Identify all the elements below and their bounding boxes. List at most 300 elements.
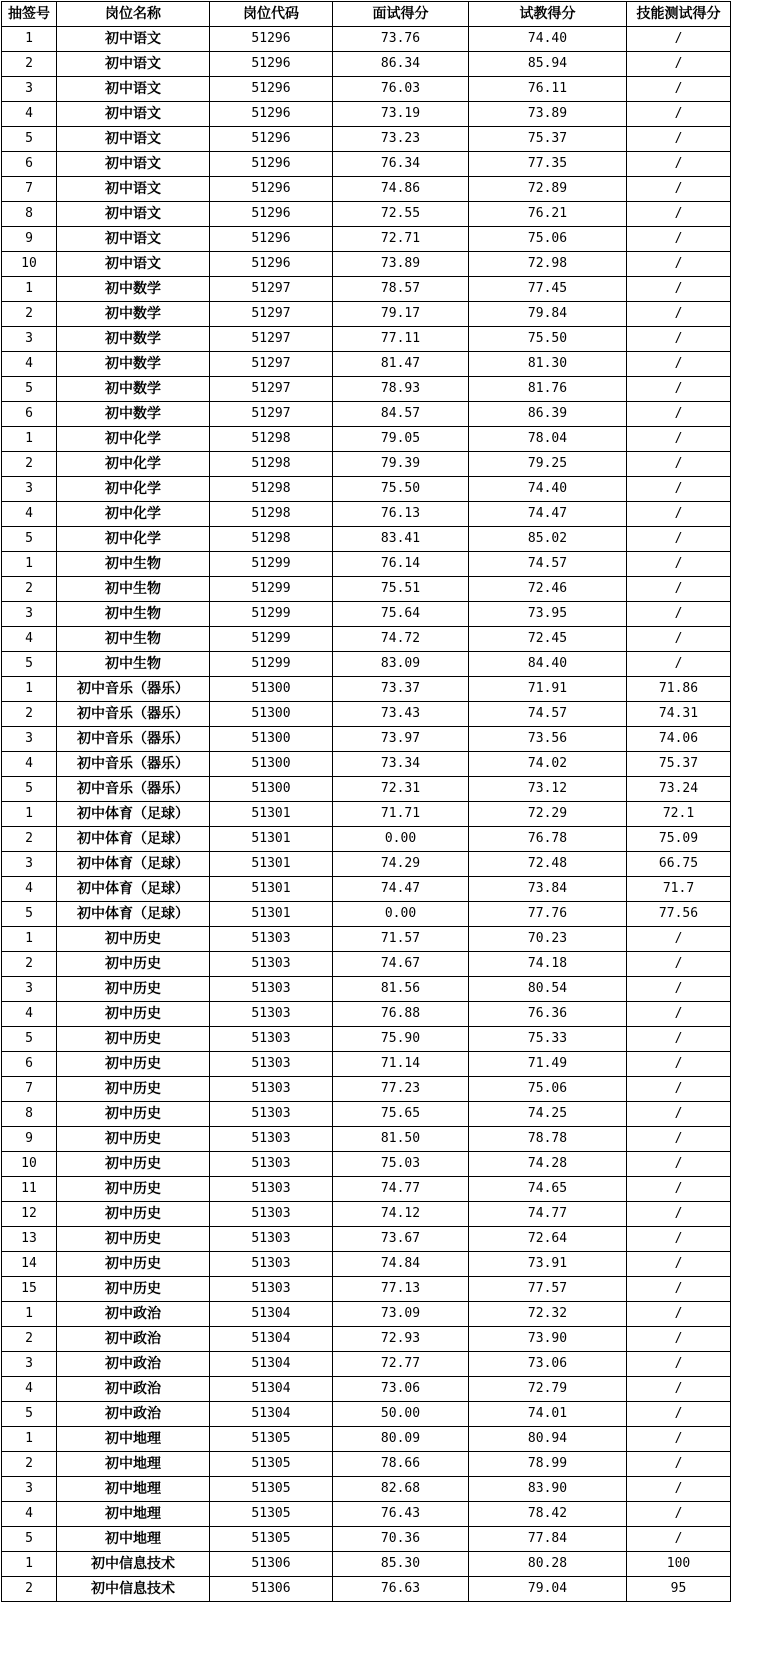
- position-name-cell: 初中体育（足球）: [57, 852, 210, 877]
- position-name-cell: 初中历史: [57, 1002, 210, 1027]
- teaching-score-cell: 79.04: [469, 1577, 627, 1602]
- position-name-cell: 初中历史: [57, 1177, 210, 1202]
- interview-score-cell: 50.00: [333, 1402, 469, 1427]
- position-name-cell: 初中信息技术: [57, 1552, 210, 1577]
- draw-number-cell: 6: [2, 1052, 57, 1077]
- skill-test-score-cell: /: [627, 1127, 731, 1152]
- interview-score-cell: 84.57: [333, 402, 469, 427]
- interview-score-cell: 73.67: [333, 1227, 469, 1252]
- position-name-cell: 初中数学: [57, 302, 210, 327]
- position-code-cell: 51304: [210, 1302, 333, 1327]
- skill-test-score-cell: /: [627, 1502, 731, 1527]
- teaching-score-cell: 71.91: [469, 677, 627, 702]
- skill-test-score-cell: 77.56: [627, 902, 731, 927]
- draw-number-cell: 2: [2, 702, 57, 727]
- position-name-cell: 初中化学: [57, 502, 210, 527]
- table-row: [2, 852, 731, 877]
- position-code-cell: 51296: [210, 202, 333, 227]
- skill-test-score-cell: /: [627, 1202, 731, 1227]
- position-name-cell: 初中数学: [57, 352, 210, 377]
- teaching-score-cell: 74.01: [469, 1402, 627, 1427]
- position-code-cell: 51299: [210, 652, 333, 677]
- position-code-cell: 51303: [210, 952, 333, 977]
- skill-test-score-cell: /: [627, 952, 731, 977]
- draw-number-cell: 5: [2, 1027, 57, 1052]
- table-row: [2, 477, 731, 502]
- position-code-cell: 51298: [210, 427, 333, 452]
- interview-score-cell: 73.19: [333, 102, 469, 127]
- header-skill-test-score: 技能测试得分: [627, 2, 731, 27]
- position-name-cell: 初中音乐（器乐）: [57, 727, 210, 752]
- position-code-cell: 51298: [210, 527, 333, 552]
- position-name-cell: 初中数学: [57, 402, 210, 427]
- position-code-cell: 51299: [210, 627, 333, 652]
- interview-score-cell: 76.88: [333, 1002, 469, 1027]
- table-row: [2, 452, 731, 477]
- interview-score-cell: 74.72: [333, 627, 469, 652]
- teaching-score-cell: 85.94: [469, 52, 627, 77]
- interview-score-cell: 73.76: [333, 27, 469, 52]
- position-name-cell: 初中政治: [57, 1377, 210, 1402]
- skill-test-score-cell: /: [627, 102, 731, 127]
- position-name-cell: 初中政治: [57, 1402, 210, 1427]
- interview-score-cell: 75.65: [333, 1102, 469, 1127]
- teaching-score-cell: 83.90: [469, 1477, 627, 1502]
- draw-number-cell: 3: [2, 977, 57, 1002]
- interview-score-cell: 75.51: [333, 577, 469, 602]
- interview-score-cell: 78.93: [333, 377, 469, 402]
- teaching-score-cell: 78.78: [469, 1127, 627, 1152]
- table-row: [2, 1102, 731, 1127]
- table-row: [2, 627, 731, 652]
- skill-test-score-cell: /: [627, 1102, 731, 1127]
- interview-score-cell: 79.39: [333, 452, 469, 477]
- draw-number-cell: 4: [2, 102, 57, 127]
- table-row: [2, 1277, 731, 1302]
- interview-score-cell: 73.34: [333, 752, 469, 777]
- draw-number-cell: 4: [2, 352, 57, 377]
- position-code-cell: 51305: [210, 1527, 333, 1552]
- skill-test-score-cell: 75.37: [627, 752, 731, 777]
- position-name-cell: 初中历史: [57, 1027, 210, 1052]
- position-name-cell: 初中地理: [57, 1452, 210, 1477]
- interview-score-cell: 73.06: [333, 1377, 469, 1402]
- position-code-cell: 51298: [210, 477, 333, 502]
- position-code-cell: 51304: [210, 1352, 333, 1377]
- skill-test-score-cell: /: [627, 527, 731, 552]
- teaching-score-cell: 79.84: [469, 302, 627, 327]
- skill-test-score-cell: 72.1: [627, 802, 731, 827]
- skill-test-score-cell: /: [627, 1352, 731, 1377]
- table-row: [2, 77, 731, 102]
- position-code-cell: 51297: [210, 277, 333, 302]
- draw-number-cell: 9: [2, 227, 57, 252]
- teaching-score-cell: 74.40: [469, 477, 627, 502]
- header-teaching-score: 试教得分: [469, 2, 627, 27]
- table-row: [2, 1527, 731, 1552]
- teaching-score-cell: 76.78: [469, 827, 627, 852]
- draw-number-cell: 3: [2, 852, 57, 877]
- interview-score-cell: 76.34: [333, 152, 469, 177]
- draw-number-cell: 5: [2, 1402, 57, 1427]
- draw-number-cell: 4: [2, 1002, 57, 1027]
- table-row: [2, 1427, 731, 1452]
- position-code-cell: 51296: [210, 152, 333, 177]
- interview-score-cell: 74.67: [333, 952, 469, 977]
- draw-number-cell: 10: [2, 1152, 57, 1177]
- interview-score-cell: 76.43: [333, 1502, 469, 1527]
- position-code-cell: 51297: [210, 302, 333, 327]
- skill-test-score-cell: /: [627, 1277, 731, 1302]
- position-code-cell: 51303: [210, 1202, 333, 1227]
- table-row: [2, 1452, 731, 1477]
- skill-test-score-cell: /: [627, 27, 731, 52]
- skill-test-score-cell: /: [627, 1002, 731, 1027]
- teaching-score-cell: 79.25: [469, 452, 627, 477]
- teaching-score-cell: 81.76: [469, 377, 627, 402]
- interview-score-cell: 78.57: [333, 277, 469, 302]
- position-name-cell: 初中地理: [57, 1502, 210, 1527]
- interview-score-cell: 73.23: [333, 127, 469, 152]
- skill-test-score-cell: /: [627, 1152, 731, 1177]
- table-row: [2, 1002, 731, 1027]
- skill-test-score-cell: /: [627, 52, 731, 77]
- position-code-cell: 51305: [210, 1502, 333, 1527]
- position-code-cell: 51306: [210, 1552, 333, 1577]
- position-code-cell: 51296: [210, 77, 333, 102]
- position-name-cell: 初中化学: [57, 427, 210, 452]
- teaching-score-cell: 73.84: [469, 877, 627, 902]
- table-row: [2, 727, 731, 752]
- interview-score-cell: 81.47: [333, 352, 469, 377]
- skill-test-score-cell: /: [627, 1052, 731, 1077]
- teaching-score-cell: 73.90: [469, 1327, 627, 1352]
- interview-score-cell: 76.14: [333, 552, 469, 577]
- table-row: [2, 602, 731, 627]
- teaching-score-cell: 84.40: [469, 652, 627, 677]
- skill-test-score-cell: 71.7: [627, 877, 731, 902]
- header-position-name: 岗位名称: [57, 2, 210, 27]
- position-code-cell: 51303: [210, 1252, 333, 1277]
- teaching-score-cell: 73.91: [469, 1252, 627, 1277]
- table-row: [2, 877, 731, 902]
- position-code-cell: 51297: [210, 377, 333, 402]
- skill-test-score-cell: /: [627, 452, 731, 477]
- header-position-code: 岗位代码: [210, 2, 333, 27]
- skill-test-score-cell: 71.86: [627, 677, 731, 702]
- teaching-score-cell: 72.98: [469, 252, 627, 277]
- skill-test-score-cell: 100: [627, 1552, 731, 1577]
- table-row: [2, 327, 731, 352]
- draw-number-cell: 3: [2, 77, 57, 102]
- position-name-cell: 初中历史: [57, 1202, 210, 1227]
- position-code-cell: 51300: [210, 777, 333, 802]
- position-code-cell: 51304: [210, 1377, 333, 1402]
- interview-score-cell: 81.56: [333, 977, 469, 1002]
- skill-test-score-cell: /: [627, 202, 731, 227]
- position-name-cell: 初中体育（足球）: [57, 877, 210, 902]
- teaching-score-cell: 76.21: [469, 202, 627, 227]
- teaching-score-cell: 73.95: [469, 602, 627, 627]
- teaching-score-cell: 75.50: [469, 327, 627, 352]
- position-code-cell: 51298: [210, 452, 333, 477]
- skill-test-score-cell: /: [627, 1327, 731, 1352]
- interview-score-cell: 73.09: [333, 1302, 469, 1327]
- interview-score-cell: 71.71: [333, 802, 469, 827]
- draw-number-cell: 9: [2, 1127, 57, 1152]
- position-name-cell: 初中语文: [57, 152, 210, 177]
- teaching-score-cell: 70.23: [469, 927, 627, 952]
- draw-number-cell: 1: [2, 427, 57, 452]
- draw-number-cell: 5: [2, 777, 57, 802]
- skill-test-score-cell: /: [627, 552, 731, 577]
- skill-test-score-cell: /: [627, 127, 731, 152]
- table-row: [2, 427, 731, 452]
- position-name-cell: 初中音乐（器乐）: [57, 777, 210, 802]
- interview-score-cell: 77.13: [333, 1277, 469, 1302]
- position-name-cell: 初中语文: [57, 202, 210, 227]
- skill-test-score-cell: /: [627, 277, 731, 302]
- position-name-cell: 初中化学: [57, 527, 210, 552]
- table-row: [2, 527, 731, 552]
- skill-test-score-cell: /: [627, 152, 731, 177]
- interview-score-cell: 77.11: [333, 327, 469, 352]
- position-code-cell: 51303: [210, 1002, 333, 1027]
- position-code-cell: 51306: [210, 1577, 333, 1602]
- table-row: [2, 1202, 731, 1227]
- skill-test-score-cell: /: [627, 652, 731, 677]
- table-row: [2, 152, 731, 177]
- interview-score-cell: 76.03: [333, 77, 469, 102]
- skill-test-score-cell: /: [627, 1527, 731, 1552]
- teaching-score-cell: 85.02: [469, 527, 627, 552]
- position-code-cell: 51303: [210, 1077, 333, 1102]
- interview-score-cell: 86.34: [333, 52, 469, 77]
- position-name-cell: 初中历史: [57, 1077, 210, 1102]
- position-code-cell: 51301: [210, 802, 333, 827]
- table-row: [2, 802, 731, 827]
- table-row: [2, 702, 731, 727]
- skill-test-score-cell: /: [627, 227, 731, 252]
- table-row: [2, 202, 731, 227]
- position-code-cell: 51303: [210, 927, 333, 952]
- draw-number-cell: 13: [2, 1227, 57, 1252]
- table-row: [2, 752, 731, 777]
- table-row: [2, 1252, 731, 1277]
- teaching-score-cell: 72.89: [469, 177, 627, 202]
- teaching-score-cell: 75.06: [469, 1077, 627, 1102]
- draw-number-cell: 5: [2, 527, 57, 552]
- interview-score-cell: 79.05: [333, 427, 469, 452]
- position-name-cell: 初中政治: [57, 1327, 210, 1352]
- draw-number-cell: 1: [2, 1552, 57, 1577]
- draw-number-cell: 1: [2, 802, 57, 827]
- position-name-cell: 初中语文: [57, 177, 210, 202]
- interview-score-cell: 0.00: [333, 827, 469, 852]
- header-draw-number: 抽签号: [2, 2, 57, 27]
- draw-number-cell: 4: [2, 877, 57, 902]
- draw-number-cell: 4: [2, 1502, 57, 1527]
- position-code-cell: 51300: [210, 752, 333, 777]
- position-name-cell: 初中语文: [57, 252, 210, 277]
- position-name-cell: 初中语文: [57, 52, 210, 77]
- teaching-score-cell: 73.89: [469, 102, 627, 127]
- skill-test-score-cell: /: [627, 577, 731, 602]
- position-name-cell: 初中音乐（器乐）: [57, 702, 210, 727]
- table-row: [2, 1377, 731, 1402]
- skill-test-score-cell: /: [627, 1427, 731, 1452]
- draw-number-cell: 6: [2, 152, 57, 177]
- teaching-score-cell: 80.28: [469, 1552, 627, 1577]
- interview-score-cell: 75.50: [333, 477, 469, 502]
- draw-number-cell: 3: [2, 1352, 57, 1377]
- skill-test-score-cell: /: [627, 502, 731, 527]
- teaching-score-cell: 77.35: [469, 152, 627, 177]
- interview-score-cell: 75.64: [333, 602, 469, 627]
- position-name-cell: 初中信息技术: [57, 1577, 210, 1602]
- position-code-cell: 51297: [210, 402, 333, 427]
- teaching-score-cell: 80.94: [469, 1427, 627, 1452]
- table-row: [2, 252, 731, 277]
- position-code-cell: 51305: [210, 1427, 333, 1452]
- skill-test-score-cell: 66.75: [627, 852, 731, 877]
- position-name-cell: 初中历史: [57, 1052, 210, 1077]
- skill-test-score-cell: /: [627, 352, 731, 377]
- position-code-cell: 51299: [210, 602, 333, 627]
- interview-score-cell: 82.68: [333, 1477, 469, 1502]
- interview-score-cell: 73.89: [333, 252, 469, 277]
- table-row: [2, 552, 731, 577]
- skill-test-score-cell: /: [627, 602, 731, 627]
- skill-test-score-cell: /: [627, 1252, 731, 1277]
- draw-number-cell: 5: [2, 1527, 57, 1552]
- position-code-cell: 51303: [210, 1227, 333, 1252]
- teaching-score-cell: 74.18: [469, 952, 627, 977]
- draw-number-cell: 5: [2, 902, 57, 927]
- position-code-cell: 51303: [210, 1277, 333, 1302]
- interview-score-cell: 83.41: [333, 527, 469, 552]
- position-name-cell: 初中数学: [57, 327, 210, 352]
- draw-number-cell: 4: [2, 752, 57, 777]
- draw-number-cell: 2: [2, 952, 57, 977]
- skill-test-score-cell: /: [627, 627, 731, 652]
- position-code-cell: 51296: [210, 127, 333, 152]
- teaching-score-cell: 74.25: [469, 1102, 627, 1127]
- table-row: [2, 502, 731, 527]
- teaching-score-cell: 73.12: [469, 777, 627, 802]
- draw-number-cell: 1: [2, 1302, 57, 1327]
- interview-score-cell: 78.66: [333, 1452, 469, 1477]
- interview-score-cell: 74.84: [333, 1252, 469, 1277]
- skill-test-score-cell: /: [627, 927, 731, 952]
- skill-test-score-cell: /: [627, 177, 731, 202]
- interview-score-cell: 73.97: [333, 727, 469, 752]
- table-row: [2, 1227, 731, 1252]
- draw-number-cell: 2: [2, 52, 57, 77]
- draw-number-cell: 3: [2, 327, 57, 352]
- table-row: [2, 677, 731, 702]
- teaching-score-cell: 72.64: [469, 1227, 627, 1252]
- position-code-cell: 51296: [210, 252, 333, 277]
- position-code-cell: 51305: [210, 1452, 333, 1477]
- table-row: [2, 1577, 731, 1602]
- draw-number-cell: 3: [2, 1477, 57, 1502]
- position-name-cell: 初中政治: [57, 1302, 210, 1327]
- teaching-score-cell: 71.49: [469, 1052, 627, 1077]
- draw-number-cell: 1: [2, 552, 57, 577]
- table-row: [2, 927, 731, 952]
- teaching-score-cell: 77.76: [469, 902, 627, 927]
- position-name-cell: 初中化学: [57, 477, 210, 502]
- position-name-cell: 初中历史: [57, 1102, 210, 1127]
- draw-number-cell: 7: [2, 1077, 57, 1102]
- teaching-score-cell: 77.45: [469, 277, 627, 302]
- draw-number-cell: 5: [2, 377, 57, 402]
- teaching-score-cell: 86.39: [469, 402, 627, 427]
- table-row: [2, 1152, 731, 1177]
- position-name-cell: 初中历史: [57, 1152, 210, 1177]
- skill-test-score-cell: /: [627, 77, 731, 102]
- position-code-cell: 51303: [210, 1102, 333, 1127]
- position-code-cell: 51299: [210, 577, 333, 602]
- skill-test-score-cell: /: [627, 427, 731, 452]
- table-row: [2, 1502, 731, 1527]
- position-name-cell: 初中语文: [57, 27, 210, 52]
- position-code-cell: 51296: [210, 177, 333, 202]
- position-code-cell: 51301: [210, 827, 333, 852]
- interview-score-cell: 72.71: [333, 227, 469, 252]
- position-code-cell: 51297: [210, 352, 333, 377]
- interview-score-cell: 73.43: [333, 702, 469, 727]
- position-code-cell: 51299: [210, 552, 333, 577]
- teaching-score-cell: 73.56: [469, 727, 627, 752]
- draw-number-cell: 5: [2, 652, 57, 677]
- position-name-cell: 初中语文: [57, 227, 210, 252]
- teaching-score-cell: 75.37: [469, 127, 627, 152]
- draw-number-cell: 1: [2, 927, 57, 952]
- teaching-score-cell: 74.40: [469, 27, 627, 52]
- position-code-cell: 51303: [210, 977, 333, 1002]
- position-name-cell: 初中体育（足球）: [57, 802, 210, 827]
- teaching-score-cell: 72.79: [469, 1377, 627, 1402]
- draw-number-cell: 8: [2, 202, 57, 227]
- position-name-cell: 初中历史: [57, 977, 210, 1002]
- draw-number-cell: 2: [2, 302, 57, 327]
- position-name-cell: 初中历史: [57, 1127, 210, 1152]
- teaching-score-cell: 77.84: [469, 1527, 627, 1552]
- draw-number-cell: 3: [2, 602, 57, 627]
- interview-score-cell: 74.86: [333, 177, 469, 202]
- position-name-cell: 初中语文: [57, 77, 210, 102]
- teaching-score-cell: 78.04: [469, 427, 627, 452]
- teaching-score-cell: 81.30: [469, 352, 627, 377]
- skill-test-score-cell: /: [627, 327, 731, 352]
- position-code-cell: 51300: [210, 727, 333, 752]
- skill-test-score-cell: /: [627, 252, 731, 277]
- table-row: [2, 777, 731, 802]
- draw-number-cell: 1: [2, 27, 57, 52]
- skill-test-score-cell: /: [627, 477, 731, 502]
- teaching-score-cell: 80.54: [469, 977, 627, 1002]
- draw-number-cell: 2: [2, 452, 57, 477]
- skill-test-score-cell: /: [627, 977, 731, 1002]
- teaching-score-cell: 74.47: [469, 502, 627, 527]
- interview-score-cell: 75.90: [333, 1027, 469, 1052]
- draw-number-cell: 1: [2, 677, 57, 702]
- position-name-cell: 初中地理: [57, 1477, 210, 1502]
- position-name-cell: 初中音乐（器乐）: [57, 752, 210, 777]
- table-row: [2, 827, 731, 852]
